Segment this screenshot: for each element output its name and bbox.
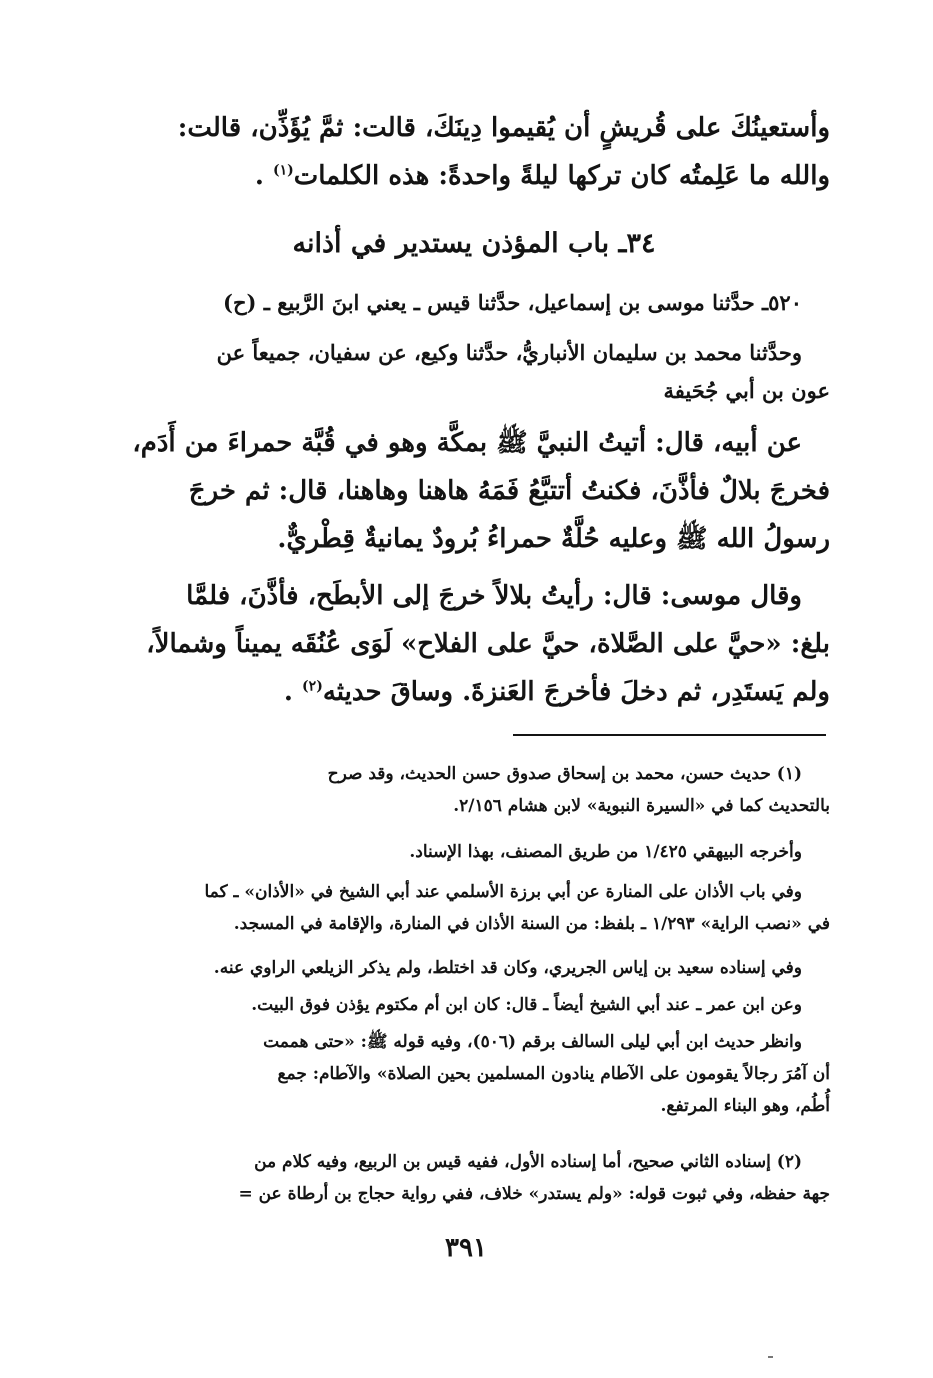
text-line: عن أبيه، قال: أتيتُ النبيَّ ﷺ بمكَّة وهو في قُبَّة حمراءَ من أَدَم، xyxy=(132,428,802,458)
text-line: (١) حديث حسن، محمد بن إسحاق صدوق حسن الحديث، وقد صرح xyxy=(327,764,802,784)
text-line: وعن ابن عمر ـ عند أبي الشيخ أيضاً ـ قال: كان ابن أم مكتوم يؤذن فوق البيت. xyxy=(251,995,802,1015)
chapter-heading: ٣٤ـ باب المؤذن يستدير في أذانه xyxy=(292,228,656,259)
matn-paragraph-2 xyxy=(118,572,830,716)
text-line: وأخرجه البيهقي ١/٤٢٥ من طريق المصنف، بهذا الإسناد. xyxy=(409,842,802,862)
text-line: رسولُ الله ﷺ وعليه حُلَّةٌ حمراءُ بُرودٌ يمانيةٌ قِطْريٌّ. xyxy=(277,524,830,554)
footnote-2 xyxy=(118,1146,830,1210)
text-line: وانظر حديث ابن أبي ليلى السالف برقم (٥٠٦)، وفيه قوله ﷺ: «حتى هممت xyxy=(263,1032,802,1052)
text-line: أن آمُرَ رجالاً يقومون على الآطام ينادون المسلمين بحين الصلاة» والآطام: جمع xyxy=(277,1064,830,1084)
text-line: ولم يَستَدِر، ثم دخلَ فأخرجَ العَنزةَ. وساقَ حديثه xyxy=(322,677,830,707)
footnote-1-paragraph xyxy=(118,989,830,1021)
footnote-ref[interactable]: (١) xyxy=(272,162,294,179)
hadith-number-line xyxy=(118,284,830,322)
matn-paragraph-1 xyxy=(118,419,830,563)
footnote-separator xyxy=(513,734,826,736)
footnote-1 xyxy=(118,758,830,822)
period: . xyxy=(283,677,293,707)
continuation-paragraph xyxy=(118,104,830,200)
text-line: في «نصب الراية» ١/٢٩٣ ـ بلفظ: من السنة الأذان في المنارة، والإقامة في المسجد. xyxy=(233,914,830,934)
footnote-1-paragraph xyxy=(118,952,830,984)
footnote-ref[interactable]: (٢) xyxy=(302,678,323,695)
text-line: وحدَّثنا محمد بن سليمان الأنباريُّ، حدَّثنا وكيع، عن سفيان، جميعاً عن xyxy=(216,340,802,365)
text-line: بلغ: «حيَّ على الصَّلاة، حيَّ على الفلاح» لَوَى عُنُقَه يميناً وشمالاً، xyxy=(146,629,830,659)
text-line: (٢) إسناده الثاني صحيح، أما إسناده الأول، ففيه قيس بن الربيع، وفيه كلام من xyxy=(254,1152,802,1172)
period: . xyxy=(254,161,264,191)
footnote-1-paragraph xyxy=(118,836,830,868)
text-line: وقال موسى: قال: رأيتُ بلالاً خرجَ إلى الأبطَح، فأذَّنَ، فلمَّا xyxy=(186,581,802,611)
text-line: بالتحديث كما في «السيرة النبوية» لابن هشام ٢/١٥٦. xyxy=(453,796,830,816)
text-line: عون بن أبي جُحَيفة xyxy=(663,378,830,403)
text-line: وفي إسناده سعيد بن إياس الجريري، وكان قد اختلط، ولم يذكر الزيلعي الراوي عنه. xyxy=(213,958,802,978)
text-line: ٥٢٠ـ حدَّثنا موسى بن إسماعيل، حدَّثنا قيس ـ يعني ابنَ الرَّبيع ـ (ح) xyxy=(223,290,802,315)
text-line: جهة حفظه، وفي ثبوت قوله: «ولم يستدر» خلاف، ففي رواية حجاج بن أرطاة عن = xyxy=(238,1184,830,1204)
text-line: وفي باب الأذان على المنارة عن أبي برزة الأسلمي عند أبي الشيخ في «الأذان» ـ كما xyxy=(204,882,802,902)
text-line: فخرجَ بلالٌ فأذَّنَ، فكنتُ أتتبَّعُ فَمَهُ هاهنا وهاهنا، قال: ثم خرجَ xyxy=(188,476,830,506)
text-line: والله ما عَلِمتُه كان تركها ليلةً واحدةً: هذه الكلمات xyxy=(293,161,830,191)
footnote-1-paragraph xyxy=(118,876,830,940)
footnote-1-paragraph xyxy=(118,1026,830,1122)
page-number: ٣٩١ xyxy=(445,1233,487,1263)
scan-speck xyxy=(768,1356,773,1358)
text-line: وأستعينُكَ على قُريشٍ أن يُقيموا دِينَكَ، قالت: ثمَّ يُؤَذِّن، قالت: xyxy=(177,113,830,143)
isnad-paragraph xyxy=(118,334,830,410)
text-line: أُطُم، وهو البناء المرتفع. xyxy=(660,1096,830,1116)
